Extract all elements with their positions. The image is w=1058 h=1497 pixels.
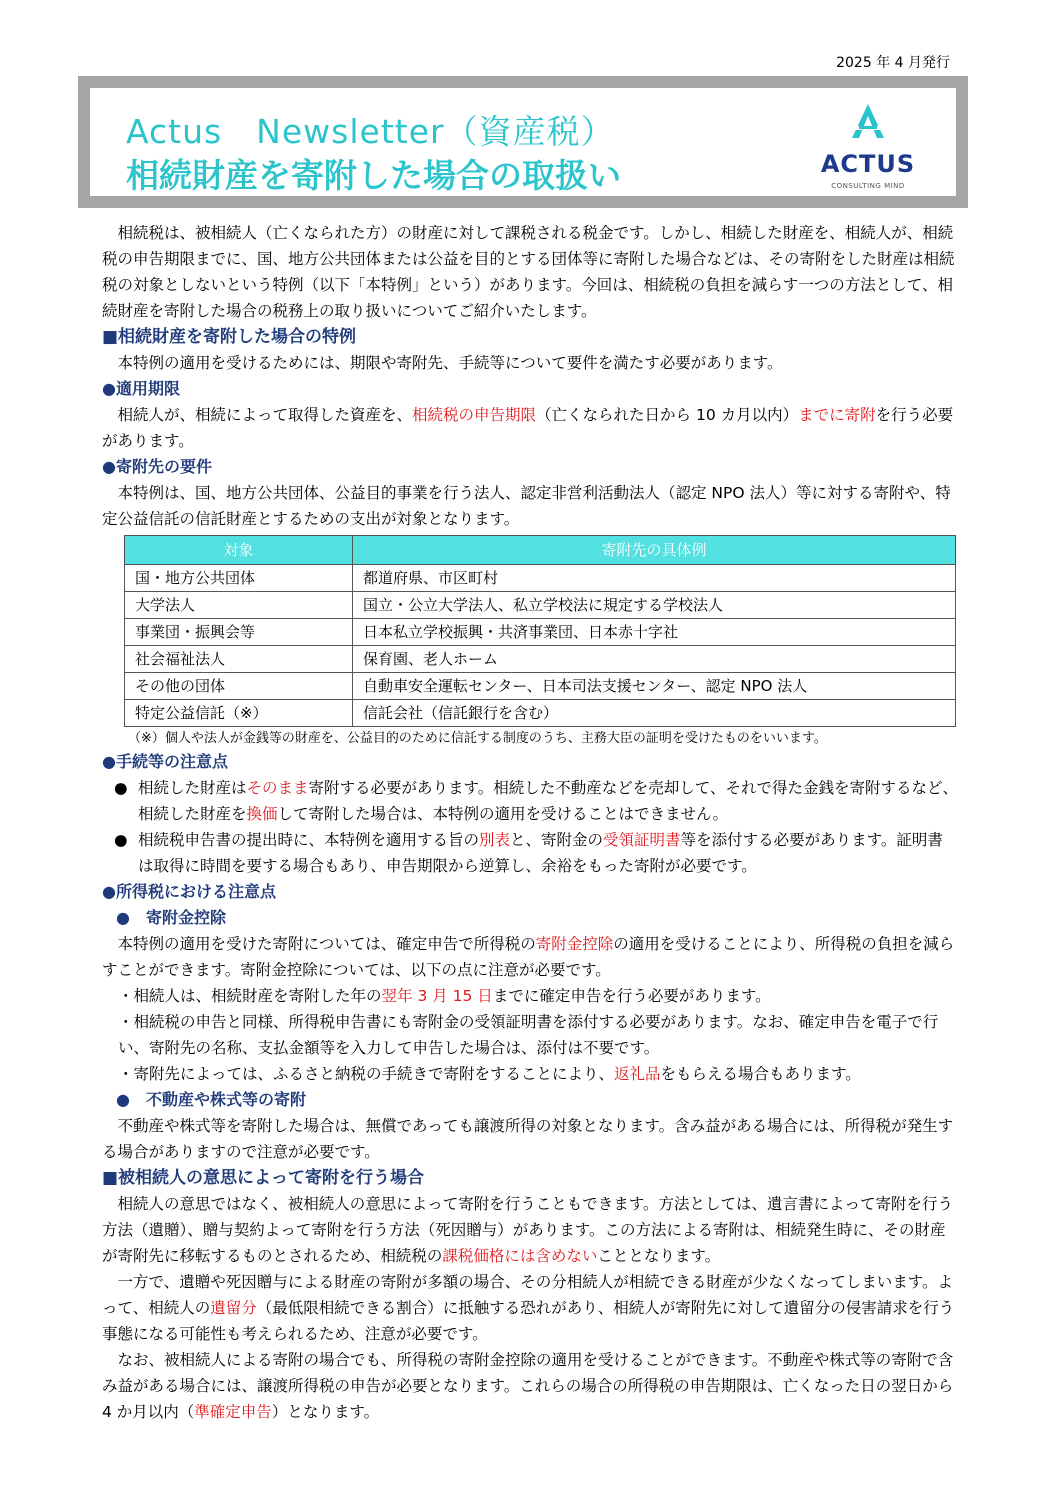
table-cell: 都道府県、市区町村 bbox=[353, 565, 956, 592]
subheading-real-estate-stock: ● 不動産や株式等の寄附 bbox=[116, 1090, 306, 1109]
logo-tagline: CONSULTING MIND bbox=[831, 182, 905, 190]
will-paragraph-2: 一方で、遺贈や死因贈与による財産の寄附が多額の場合、その分相続人が相続できる財産が少なくなってしまいます。よって、相続人の遺留分（最低限相続できる割合）に抵触する恐れがあり、相続人が寄附先に対して遺留分の侵害請求を行う事態になる可能性も考えられるため、注意が必要です。 bbox=[102, 1273, 955, 1343]
bullet-icon: ● bbox=[114, 779, 128, 797]
table-cell: 信託会社（信託銀行を含む） bbox=[353, 700, 956, 727]
bullet-text: 相続税申告書の提出時に、本特例を適用する旨の別表と、寄附金の受領証明書等を添付する必要があります。証明書は取得に時間を要する場合もあり、申告期限から逆算し、余裕をもった寄附が必要です。 bbox=[138, 831, 943, 875]
table-header-row bbox=[125, 536, 956, 565]
header-inner bbox=[90, 88, 956, 196]
column-header-target: 対象 bbox=[125, 536, 353, 565]
actus-logo-icon bbox=[850, 102, 886, 140]
heading-procedure-notes: ●手続等の注意点 bbox=[102, 752, 228, 771]
table-row bbox=[125, 565, 956, 592]
table-cell: 国立・公立大学法人、私立学校法に規定する学校法人 bbox=[353, 592, 956, 619]
list-item: ・相続税の申告と同様、所得税申告書にも寄附金の受領証明書を添付する必要があります。なお、確定申告を電子で行い、寄附先の名称、支払金額等を入力して申告した場合は、添付は不要です。 bbox=[118, 1013, 939, 1057]
table-row bbox=[125, 646, 956, 673]
section-intro-text: 本特例の適用を受けるためには、期限や寄附先、手続等について要件を満たす必要があります。 bbox=[117, 354, 783, 372]
section-heading-special-rule: ■相続財産を寄附した場合の特例 bbox=[102, 327, 357, 347]
table-cell: 事業団・振興会等 bbox=[125, 619, 353, 646]
table-cell: 保育園、老人ホーム bbox=[353, 646, 956, 673]
actus-logo bbox=[808, 102, 928, 188]
list-item: ・寄附先によっては、ふるさと納税の手続きで寄附をすることにより、返礼品をもらえる場合もあります。 bbox=[118, 1065, 861, 1083]
table-cell: 国・地方公共団体 bbox=[125, 565, 353, 592]
will-paragraph-1: 相続人の意思ではなく、被相続人の意思によって寄附を行うこともできます。方法としては、遺言書によって寄附を行う方法（遺贈）、贈与契約よって寄附を行う方法（死因贈与）があります。この方法による寄附は、相続発生時に、その財産が寄附先に移転するものとされるため、相続税の課税価格には含めないこととなります。 bbox=[102, 1195, 953, 1265]
table-cell: 日本私立学校振興・共済事業団、日本赤十字社 bbox=[353, 619, 956, 646]
heading-recipient-requirements: ●寄附先の要件 bbox=[102, 457, 212, 476]
table-row bbox=[125, 673, 956, 700]
table-row bbox=[125, 592, 956, 619]
deduction-paragraph: 本特例の適用を受けた寄附については、確定申告で所得税の寄附金控除の適用を受けることにより、所得税の負担を減らすことができます。寄附金控除については、以下の点に注意が必要です。 bbox=[102, 935, 955, 979]
bullet-icon: ● bbox=[114, 831, 128, 849]
issue-date: 2025 年 4 月発行 bbox=[836, 55, 950, 71]
subheading-donation-deduction: ● 寄附金控除 bbox=[116, 908, 226, 927]
table-cell: 特定公益信託（※） bbox=[125, 700, 353, 727]
heading-income-tax-notes: ●所得税における注意点 bbox=[102, 882, 276, 901]
newsletter-subtitle: 相続財産を寄附した場合の取扱い bbox=[126, 156, 621, 195]
list-item bbox=[102, 827, 958, 879]
real-estate-paragraph: 不動産や株式等を寄附した場合は、無償であっても譲渡所得の対象となります。含み益がある場合には、所得税が発生する場合がありますので注意が必要です。 bbox=[102, 1117, 954, 1161]
heading-deadline: ●適用期限 bbox=[102, 379, 180, 398]
intro-paragraph: 相続税は、被相続人（亡くなられた方）の財産に対して課税される税金です。しかし、相続した財産を、相続人が、相続税の申告期限までに、国、地方公共団体または公益を目的とする団体等に寄附した場合などは、その寄附をした財産は相続税の対象としないという特例（以下「本特例」という）があります。今回は、相続税の負担を減らす一つの方法として、相続財産を寄附した場合の税務上の取り扱いについてご紹介いたします。 bbox=[102, 224, 955, 320]
newsletter-title: Actus Newsletter（資産税） bbox=[126, 112, 615, 151]
newsletter-header bbox=[78, 76, 968, 208]
section-heading-decedent-will: ■被相続人の意思によって寄附を行う場合 bbox=[102, 1168, 425, 1188]
bullet-text: 相続した財産はそのまま寄附する必要があります。相続した不動産などを売却して、それで得た金銭を寄附するなど、相続した財産を換価して寄附した場合は、本特例の適用を受けることはできません。 bbox=[138, 779, 958, 823]
table-row bbox=[125, 619, 956, 646]
table-cell: 社会福祉法人 bbox=[125, 646, 353, 673]
table-cell: 大学法人 bbox=[125, 592, 353, 619]
logo-text: ACTUS bbox=[820, 150, 916, 178]
article-body bbox=[102, 220, 958, 1425]
recipient-paragraph: 本特例は、国、地方公共団体、公益目的事業を行う法人、認定非営利活動法人（認定 NPO 法人）等に対する寄附や、特定公益信託の信託財産とするための支出が対象となります。 bbox=[102, 484, 951, 528]
column-header-examples: 寄附先の具体例 bbox=[353, 536, 956, 565]
table-cell: 自動車安全運転センター、日本司法支援センター、認定 NPO 法人 bbox=[353, 673, 956, 700]
table-cell: その他の団体 bbox=[125, 673, 353, 700]
list-item: ・相続人は、相続財産を寄附した年の翌年 3 月 15 日までに確定申告を行う必要があります。 bbox=[118, 987, 771, 1005]
deadline-paragraph: 相続人が、相続によって取得した資産を、相続税の申告期限（亡くなられた日から 10 カ月以内）までに寄附を行う必要があります。 bbox=[102, 406, 954, 450]
table-footnote: （※）個人や法人が金銭等の財産を、公益目的のために信託する制度のうち、主務大臣の証明を受けたものをいいます。 bbox=[128, 731, 827, 746]
list-item bbox=[102, 775, 958, 827]
will-paragraph-3: なお、被相続人による寄附の場合でも、所得税の寄附金控除の適用を受けることができます。不動産や株式等の寄附で含み益がある場合には、譲渡所得税の申告が必要となります。これらの場合の所得税の申告期限は、亡くなった日の翌日から 4 か月以内（準確定申告）となります。 bbox=[102, 1351, 954, 1421]
recipient-table bbox=[124, 535, 956, 727]
table-row bbox=[125, 700, 956, 727]
